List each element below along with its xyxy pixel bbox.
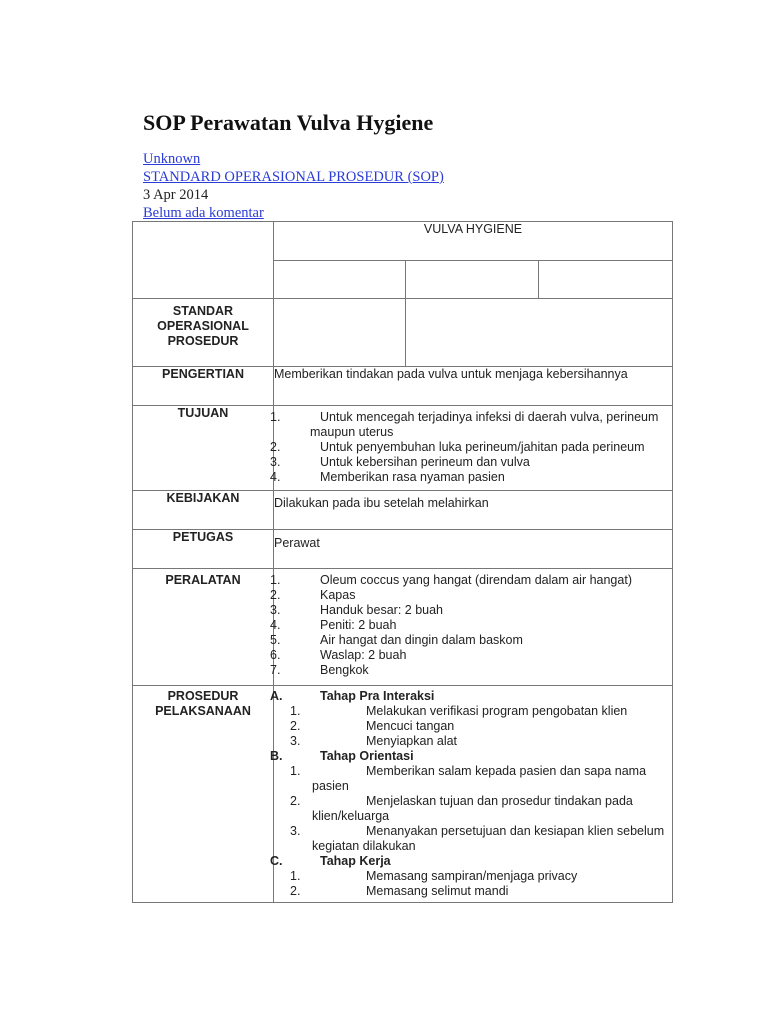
comments-line — [143, 204, 264, 222]
category-line — [143, 168, 444, 186]
list-item: 2. Untuk penyembuhan luka perineum/jahitan pada perineum — [270, 440, 645, 454]
petugas-text: Perawat — [274, 530, 673, 569]
stage-heading: C. Tahap Kerja — [270, 854, 391, 868]
list-item: 2. Kapas — [270, 588, 356, 602]
author-line — [143, 150, 200, 168]
list-item: 5. Air hangat dan dingin dalam baskom — [270, 633, 523, 647]
row-label-pengertian: PENGERTIAN — [133, 367, 274, 406]
post-date: 3 Apr 2014 — [143, 187, 209, 203]
stage-heading: A. Tahap Pra Interaksi — [270, 689, 435, 703]
list-item: 3. Menanyakan persetujuan dan kesiapan klien sebelum kegiatan dilakukan — [290, 824, 665, 853]
stage-list — [274, 764, 672, 854]
stage-list — [274, 869, 672, 899]
empty-cell — [539, 261, 673, 299]
list-item: 3. Menyiapkan alat — [290, 734, 458, 748]
list-item: 4. Memberikan rasa nyaman pasien — [270, 470, 505, 484]
empty-cell — [406, 299, 673, 367]
empty-cell — [274, 299, 406, 367]
kebijakan-text: Dilakukan pada ibu setelah melahirkan — [274, 491, 673, 530]
empty-cell — [274, 261, 406, 299]
peralatan-cell — [270, 569, 673, 686]
list-item: 3. Handuk besar: 2 buah — [270, 603, 444, 617]
row-label-petugas: PETUGAS — [133, 530, 274, 569]
list-item: 6. Waslap: 2 buah — [270, 648, 407, 662]
pengertian-text: Memberikan tindakan pada vulva untuk menjaga kebersihannya — [274, 367, 673, 406]
list-item: 2. Mencuci tangan — [290, 719, 455, 733]
stage-list — [274, 704, 672, 749]
sop-table — [132, 221, 673, 903]
tujuan-cell — [270, 406, 673, 491]
list-item: 3. Untuk kebersihan perineum dan vulva — [270, 455, 530, 469]
list-item: 4. Peniti: 2 buah — [270, 618, 397, 632]
row-label-prosedur: PROSEDUR PELAKSANAAN — [133, 686, 274, 903]
page-title: SOP Perawatan Vulva Hygiene — [143, 110, 434, 135]
row-label-kebijakan: KEBIJAKAN — [133, 491, 274, 530]
list-item: 1. Oleum coccus yang hangat (direndam dalam air hangat) — [270, 573, 632, 587]
logo-cell — [133, 222, 274, 299]
tujuan-list — [270, 410, 672, 485]
list-item: 1. Memberikan salam kepada pasien dan sapa nama pasien — [290, 764, 647, 793]
author-link[interactable]: Unknown — [143, 151, 201, 167]
sop-label: STANDAR OPERASIONAL PROSEDUR — [133, 299, 274, 367]
list-item: 2. Menjelaskan tujuan dan prosedur tindakan pada klien/keluarga — [290, 794, 633, 823]
list-item: 1. Melakukan verifikasi program pengobatan klien — [290, 704, 628, 718]
row-label-tujuan: TUJUAN — [133, 406, 274, 491]
stage-heading: B. Tahap Orientasi — [270, 749, 414, 763]
table-header: VULVA HYGIENE — [274, 222, 673, 261]
comments-link[interactable]: Belum ada komentar — [143, 205, 264, 221]
category-link[interactable]: STANDARD OPERASIONAL PROSEDUR (SOP) — [143, 169, 444, 185]
list-item: 7. Bengkok — [270, 663, 369, 677]
empty-cell — [406, 261, 539, 299]
peralatan-list — [270, 573, 672, 678]
prosedur-cell — [270, 686, 673, 903]
row-label-peralatan: PERALATAN — [133, 569, 274, 686]
list-item: 1. Untuk mencegah terjadinya infeksi di daerah vulva, perineum maupun uterus — [270, 410, 659, 439]
list-item: 2. Memasang selimut mandi — [290, 884, 509, 898]
list-item: 1. Memasang sampiran/menjaga privacy — [290, 869, 578, 883]
